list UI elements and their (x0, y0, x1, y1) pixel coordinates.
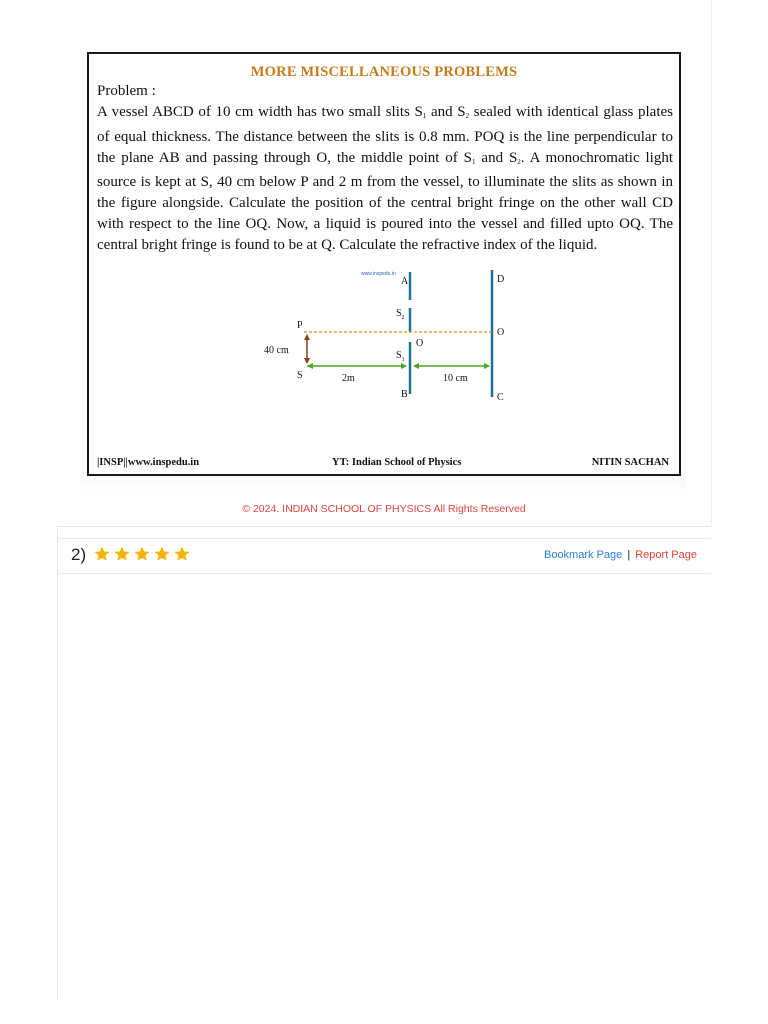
subscript: 2 (465, 112, 470, 120)
label-o-wall: O (497, 327, 505, 338)
star-icon[interactable] (133, 545, 151, 563)
problem-title: MORE MISCELLANEOUS PROBLEMS (250, 64, 518, 80)
footer-youtube: YT: Indian School of Physics (332, 457, 462, 468)
arrow-head (401, 363, 407, 369)
star-icon[interactable] (153, 545, 171, 563)
star-icon[interactable] (113, 545, 131, 563)
label-a: A (401, 276, 409, 287)
star-icon[interactable] (93, 545, 111, 563)
label-40cm: 40 cm (264, 345, 289, 356)
subscript: 1 (472, 157, 476, 166)
problem-text-part: and S (475, 149, 518, 166)
problem-text-part: sealed with identical glass plates of equal thickness. The distance between the slits is 0.8 mm. POQ is the line perpendicular to the plane AB and passing through O, the middle point of S (97, 104, 673, 166)
footer-website: |INSP||www.inspedu.in (97, 457, 200, 468)
label-p: P (297, 320, 303, 331)
arrow-head (304, 334, 310, 340)
arrow-head (484, 363, 490, 369)
label-d: D (497, 274, 505, 285)
figure-watermark: www.inspedu.in (361, 271, 396, 277)
link-separator: | (627, 549, 631, 561)
problem-image (87, 52, 681, 476)
label-s2: $S_2$ (396, 308, 405, 321)
star-icon[interactable] (173, 545, 191, 563)
label-2m: 2m (342, 373, 355, 384)
footer-author: NITIN SACHAN (591, 457, 669, 468)
problem-text-part: and S (426, 104, 466, 120)
slit-diagram (239, 267, 529, 457)
problem-statement (97, 102, 673, 256)
arrow-head (413, 363, 419, 369)
label-s: S (297, 370, 303, 381)
label-c: C (497, 392, 504, 403)
arrow-head (307, 363, 313, 369)
problem-text-part: A vessel ABCD of 10 cm width has two small slits S (97, 104, 423, 120)
copyright-notice: © 2024. INDIAN SCHOOL OF PHYSICS All Rights Reserved (242, 503, 526, 515)
star-rating[interactable] (93, 545, 191, 563)
label-s1: $S_1$ (396, 350, 405, 363)
report-page-link[interactable]: Report Page (635, 549, 697, 561)
subscript: 1 (422, 112, 427, 120)
bookmark-page-link[interactable]: Bookmark Page (543, 549, 623, 561)
item-number: 2) (71, 545, 87, 564)
item-header (57, 538, 711, 574)
label-b: B (401, 389, 408, 400)
label-o-slit: O (416, 338, 424, 349)
subscript: 2 (517, 157, 521, 166)
page-actions (544, 549, 697, 561)
problem-label: Problem : (97, 83, 156, 99)
problem-text-part: . A monochromatic light source is kept at S, 40 cm below P and 2 m from the vessel, to illuminate the slits as shown in the figure alongside. Calculate the position of the central bright fringe on the other wall CD with respect to the line OQ. Now, a liquid is poured into the vessel and filled upto OQ. The central bright fringe is found to be at Q. Calculate the refractive index of the liquid. (97, 149, 673, 253)
label-10cm: 10 cm (443, 373, 468, 384)
arrow-head (304, 358, 310, 364)
